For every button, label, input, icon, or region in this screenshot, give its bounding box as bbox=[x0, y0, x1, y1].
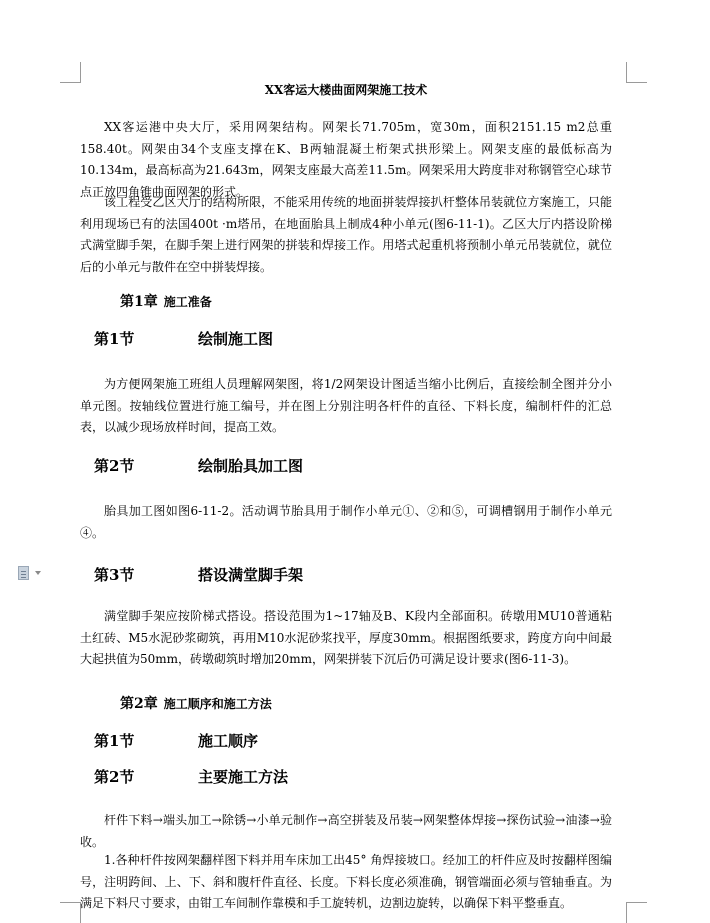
section-title: 施工顺序 bbox=[198, 732, 259, 750]
chapter-title: 施工准备 bbox=[163, 295, 212, 309]
section-1-1-paragraph: 为方便网架施工班组人员理解网架图，将1/2网架设计图适当缩小比例后，直接绘制全图并分小单元图。按轴线位置进行施工编号，并在图上分别注明各杆件的直径、下料长度，编制杆件的汇总表，以减少现场放样时间，提高工效。 bbox=[80, 377, 612, 434]
section-title: 搭设满堂脚手架 bbox=[198, 566, 304, 584]
section-1-3-paragraph: 满堂脚手架应按阶梯式搭设。搭设范围为1~17轴及B、K段内全部面积。砖墩用MU10普通粘土红砖、M5水泥砂浆砌筑，再用M10水泥砂浆找平，厚度30mm。根据图纸要求，跨度方向中间最大起拱值为50mm，砖墩砌筑时增加20mm，网架拼装下沉后仍可满足设计要求(图6-11-3)。 bbox=[80, 609, 612, 666]
section-1-3-heading bbox=[94, 564, 303, 586]
chapter-1-heading bbox=[120, 292, 212, 312]
document-icon bbox=[18, 566, 29, 580]
section-number: 第3节 bbox=[94, 566, 135, 584]
crop-mark-bottom-right bbox=[626, 902, 647, 923]
section-2-1-heading bbox=[94, 730, 258, 752]
section-title: 主要施工方法 bbox=[198, 768, 289, 786]
section-1-2-heading bbox=[94, 455, 303, 477]
intro-paragraph-1: XX客运港中央大厅，采用网架结构。网架长71.705m，宽30m，面积2151.15 m2总重158.40t。网架由34个支座支撑在K、B两轴混凝土桁架式拱形梁上。网架支座的最低标高为10.134m，最高标高为21.643m，网架支座最大高差11.5m。网架采用大跨度非对称钢管空心球节点正放四角锥曲面网架的形式。 bbox=[80, 120, 612, 199]
crop-mark-bottom-left bbox=[60, 902, 81, 923]
document-title: XX客运大楼曲面网架施工技术 bbox=[264, 83, 428, 97]
section-number: 第1节 bbox=[94, 732, 135, 750]
chevron-down-icon bbox=[35, 571, 41, 575]
section-2-2-paragraph-1: 杆件下料→端头加工→除锈→小单元制作→高空拼装及吊装→网架整体焊接→探伤试验→油漆→验收。 bbox=[80, 813, 612, 849]
section-number: 第1节 bbox=[94, 330, 135, 348]
section-number: 第2节 bbox=[94, 457, 135, 475]
section-2-2-paragraph-2: 1.各种杆件按网架翻样图下料并用车床加工出45° 角焊接坡口。经加工的杆件应及时按翻样图编号，注明跨间、上、下、斜和腹杆件直径、长度。下料长度必须准确，钢管端面必须与管轴垂直。为满足下料尺寸要求，由钳工车间制作靠模和手工旋转机，边割边旋转，以确保下料平整垂直。 bbox=[80, 853, 612, 910]
intro-paragraph-2: 该工程受乙区大厅的结构所限，不能采用传统的地面拼装焊接扒杆整体吊装就位方案施工，只能利用现场已有的法国400t ·m塔吊，在地面胎具上制成4种小单元(图6-11-1)。乙区大厅内搭设阶梯式满堂脚手架，在脚手架上进行网架的拼装和焊接工作。用塔式起重机将预制小单元吊装就位，就位后的小单元与散件在空中拼装焊接。 bbox=[80, 195, 612, 274]
crop-mark-top-right bbox=[626, 62, 647, 83]
chapter-2-heading bbox=[120, 694, 272, 714]
section-1-1-heading bbox=[94, 328, 273, 350]
section-number: 第2节 bbox=[94, 768, 135, 786]
crop-mark-top-left bbox=[60, 62, 81, 83]
section-title: 绘制胎具加工图 bbox=[198, 457, 304, 475]
chapter-number: 第2章 bbox=[120, 696, 158, 712]
section-title: 绘制施工图 bbox=[198, 330, 274, 348]
document-options-icon[interactable] bbox=[18, 566, 48, 582]
chapter-title: 施工顺序和施工方法 bbox=[163, 697, 272, 711]
section-2-2-heading bbox=[94, 766, 288, 788]
section-1-2-paragraph: 胎具加工图如图6-11-2。活动调节胎具用于制作小单元①、②和⑤，可调槽钢用于制作小单元④。 bbox=[80, 504, 612, 540]
chapter-number: 第1章 bbox=[120, 294, 158, 310]
